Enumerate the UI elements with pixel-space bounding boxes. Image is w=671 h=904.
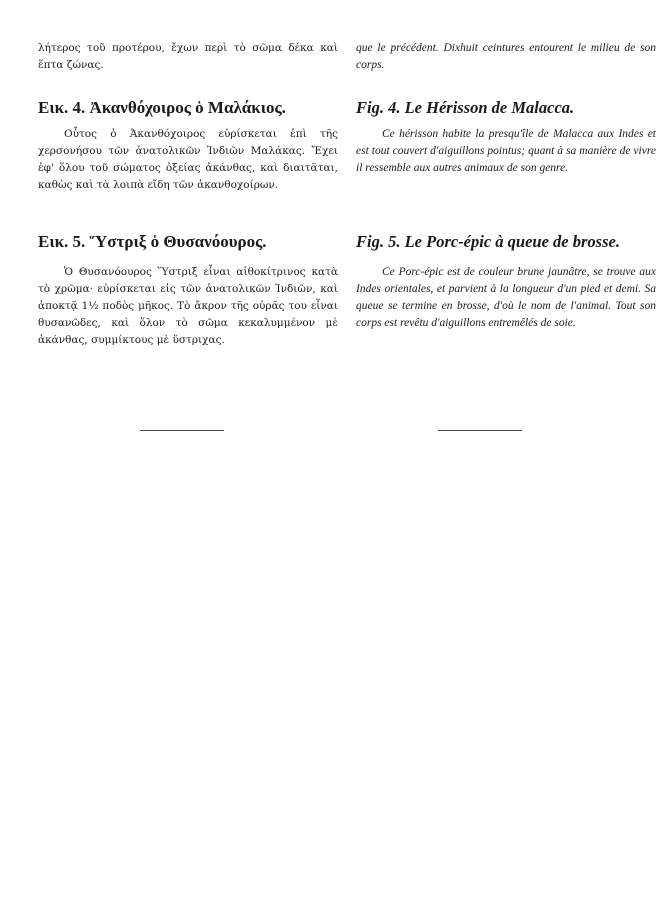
greek-fig5-heading: Εικ. 5. Ὕστριξ ὁ Θυσανόουρος.	[38, 232, 267, 251]
greek-continuation-text: λήτερος τοῦ προτέρου, ἔχων περὶ τὸ σῶμα δέκα καὶ ἕπτα ζώνας.	[38, 42, 338, 71]
french-fig5-text: Ce Porc-épic est de couleur brune jaunâtre, se trouve aux Indes orientales, et parvient à la longueur d'un pied et demi. Sa queue se termine en brosse, d'où le nom de l'animal. Tout son corps est revêtu d'aiguillons entremêlés de soie.	[356, 266, 656, 329]
french-fig5-heading: Fig. 5. Le Porc-épic à queue de brosse.	[356, 232, 620, 251]
french-column	[356, 40, 656, 332]
greek-fig4-text: Οὗτος ὁ Ἀκανθόχοιρος εὑρίσκεται ἐπὶ τῆς χερσονήσου τῶν ἀνατολικῶν Ἰνδιῶν Μαλάκας. Ἔχει ἐφ' ὅλου τοῦ σώματος ὀξείας ἀκάνθας, καὶ διαιτᾶται, καθὼς καὶ τὰ λοιπὰ εἴδη τῶν ἀκανθοχοίρων.	[38, 128, 338, 191]
french-continuation-text: que le précédent. Dixhuit ceintures entourent le milieu de son corps.	[356, 42, 656, 71]
french-fig4-text: Ce hérisson habite la presqu'île de Malacca aux Indes et est tout couvert d'aiguillons pointus; quant à sa manière de vivre il ressemble aux autres animaux de son genre.	[356, 128, 656, 174]
right-end-rule	[438, 430, 522, 432]
greek-column	[38, 40, 338, 349]
greek-fig4-heading: Εικ. 4. Ἀκανθόχοιρος ὁ Μαλάκιος.	[38, 98, 286, 117]
french-fig4-heading: Fig. 4. Le Hérisson de Malacca.	[356, 98, 575, 117]
greek-fig5-text: Ὁ Θυσανόουρος Ὕστριξ εἶναι αἰθοκίτρινος κατὰ τὸ χρῶμα· εὑρίσκεται εἰς τῶν ἀνατολικῶν Ἰνδιῶν, καὶ ἀποκτᾷ 1½ ποδὸς μῆκος. Τὸ ἄκρον τῆς οὐρᾶς του εἶναι θυσανῶδες, καὶ ὅλον τὸ σῶμα κεκαλυμμένον μὲ ἀκάνθας, συμμίκτους μὲ ὕστριχας.	[38, 266, 338, 346]
left-end-rule	[140, 430, 224, 432]
